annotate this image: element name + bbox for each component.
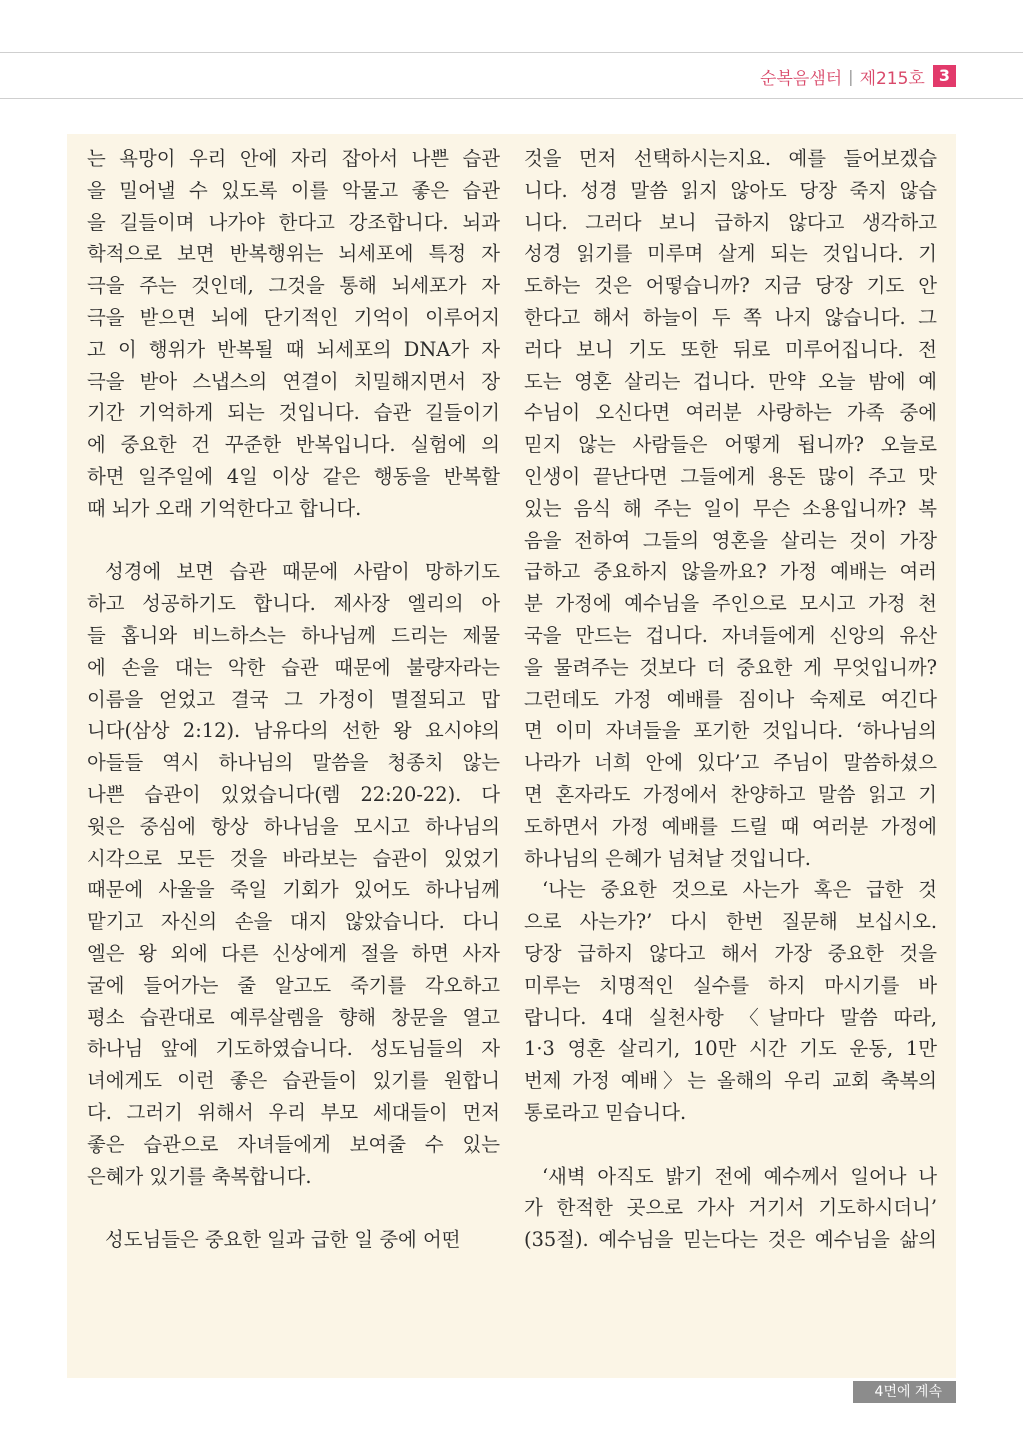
text-line: 윗은 중심에 항상 하나님을 모시고 하나님의 <box>87 814 500 838</box>
text-line: ‘나는 중요한 것으로 사는가 혹은 급한 것 <box>542 878 937 902</box>
text-line: 이름을 얻었고 결국 그 가정이 멸절되고 맙 <box>87 687 500 711</box>
text-line: 은혜가 있기를 축복합니다. <box>87 1164 312 1188</box>
text-line: 나쁜 습관이 있었습니다(렘 22:20-22). 다 <box>87 782 500 806</box>
text-line: 것을 먼저 선택하시는지요. 예를 들어보겠습 <box>524 147 937 170</box>
text-line: 니다. 그러다 보니 급하지 않다고 생각하고 <box>524 210 937 234</box>
text-line: 분 가정에 예수님을 주인으로 모시고 가정 천 <box>524 592 937 616</box>
header-rule-top <box>0 52 1023 53</box>
text-line: 학적으로 보면 반복행위는 뇌세포에 특정 자 <box>87 242 500 266</box>
text-line: 도는 영혼 살리는 겁니다. 만약 오늘 밤에 예 <box>524 369 937 393</box>
text-line: 도하는 것은 어떻습니까? 지금 당장 기도 안 <box>524 274 937 298</box>
text-line: 번제 가정 예배〉는 올해의 우리 교회 축복의 <box>524 1069 937 1093</box>
text-line: 극을 주는 것인데, 그것을 통해 뇌세포가 자 <box>87 274 500 298</box>
text-line: 성도님들은 중요한 일과 급한 일 중에 어떤 <box>105 1228 461 1252</box>
text-line: 믿지 않는 사람들은 어떻게 됩니까? 오늘로 <box>524 433 937 457</box>
text-line: 평소 습관대로 예루살렘을 향해 창문을 열고 <box>87 1005 500 1029</box>
text-line: 으로 사는가?’ 다시 한번 질문해 보십시오. <box>524 910 937 934</box>
continued-on-page-label: 4면에 계속 <box>853 1381 956 1403</box>
text-line: 기간 기억하게 되는 것입니다. 습관 길들이기 <box>87 401 500 425</box>
issue-number: 제215호 <box>859 68 925 89</box>
text-line: 시각으로 모든 것을 바라보는 습관이 있었기 <box>87 846 500 870</box>
text-line: 가 한적한 곳으로 가사 거기서 기도하시더니’ <box>524 1196 937 1220</box>
text-line: 에 손을 대는 악한 습관 때문에 불량자라는 <box>87 655 500 679</box>
text-line: 면 혼자라도 가정에서 찬양하고 말씀 읽고 기 <box>524 782 937 806</box>
text-line: 니다(삼상 2:12). 남유다의 선한 왕 요시야의 <box>87 719 500 743</box>
text-line: 아들들 역시 하나님의 말씀을 청종치 않는 <box>87 751 500 775</box>
text-line: 성경에 보면 습관 때문에 사람이 망하기도 <box>105 560 500 584</box>
text-line: 그런데도 가정 예배를 짐이나 숙제로 여긴다 <box>524 687 937 711</box>
text-line: 급하고 중요하지 않을까요? 가정 예배는 여러 <box>524 560 937 584</box>
text-line: 니다. 성경 말씀 읽지 않아도 당장 죽지 않습 <box>524 178 937 202</box>
text-line: 나라가 너희 안에 있다’고 주님이 말씀하셨으 <box>524 751 937 775</box>
publication-name: 순복음샘터 <box>760 68 843 89</box>
text-line: 음을 전하여 그들의 영혼을 살리는 것이 가장 <box>524 528 937 552</box>
text-line: 는 욕망이 우리 안에 자리 잡아서 나쁜 습관 <box>87 147 500 170</box>
paragraph <box>87 143 500 525</box>
text-line: 때 뇌가 오래 기억한다고 합니다. <box>87 496 362 520</box>
text-line: 맡기고 자신의 손을 대지 않았습니다. 다니 <box>87 910 500 934</box>
text-line: 좋은 습관으로 자녀들에게 보여줄 수 있는 <box>87 1132 500 1156</box>
text-line: 한다고 해서 하늘이 두 쪽 나지 않습니다. 그 <box>524 305 937 329</box>
page-number-badge: 3 <box>933 65 956 87</box>
text-line: 수님이 오신다면 여러분 사랑하는 가족 중에 <box>524 401 937 425</box>
text-line: (35절). 예수님을 믿는다는 것은 예수님을 삶의 <box>524 1228 937 1252</box>
header-separator: | <box>848 66 854 86</box>
text-line: 인생이 끝난다면 그들에게 용돈 많이 주고 맛 <box>524 464 937 488</box>
text-line: 러다 보니 기도 또한 뒤로 미루어집니다. 전 <box>524 337 937 361</box>
text-line: 하나님의 은혜가 넘쳐날 것입니다. <box>524 846 811 870</box>
text-line: 을 밀어낼 수 있도록 이를 악물고 좋은 습관 <box>87 178 500 202</box>
text-line: 미루는 치명적인 실수를 하지 마시기를 바 <box>524 973 937 997</box>
text-line: 하면 일주일에 4일 이상 같은 행동을 반복할 <box>87 464 500 488</box>
text-line: 도하면서 가정 예배를 드릴 때 여러분 가정에 <box>524 814 937 838</box>
header-rule-bottom <box>0 98 1023 99</box>
text-line: 에 중요한 건 꾸준한 반복입니다. 실험에 의 <box>87 433 500 457</box>
text-line: 다. 그러기 위해서 우리 부모 세대들이 먼저 <box>87 1100 500 1124</box>
text-line: 통로라고 믿습니다. <box>524 1100 687 1124</box>
text-line: 극을 받아 스냅스의 연결이 치밀해지면서 장 <box>87 369 500 393</box>
text-line: 1·3 영혼 살리기, 10만 시간 기도 운동, 1만 <box>524 1037 937 1061</box>
text-line: 하고 성공하기도 합니다. 제사장 엘리의 아 <box>87 592 500 616</box>
text-line: 하나님 앞에 기도하였습니다. 성도님들의 자 <box>87 1037 500 1061</box>
text-line: 굴에 들어가는 줄 알고도 죽기를 각오하고 <box>87 973 500 997</box>
text-line: 당장 급하지 않다고 해서 가장 중요한 것을 <box>524 941 937 965</box>
text-line: 들 홉니와 비느하스는 하나님께 드리는 제물 <box>87 623 500 647</box>
text-line: 때문에 사울을 죽일 기회가 있어도 하나님께 <box>87 878 500 902</box>
paragraph <box>524 143 937 874</box>
paragraph <box>87 1224 500 1256</box>
text-line: 녀에게도 이런 좋은 습관들이 있기를 원합니 <box>87 1069 500 1093</box>
text-line: 국을 만드는 겁니다. 자녀들에게 신앙의 유산 <box>524 623 937 647</box>
text-line: 면 이미 자녀들을 포기한 것입니다. ‘하나님의 <box>524 719 937 743</box>
article-right-column <box>524 143 937 1256</box>
text-line: 극을 받으면 뇌에 단기적인 기억이 이루어지 <box>87 305 500 329</box>
article-left-column <box>87 143 500 1256</box>
paragraph <box>524 874 937 1128</box>
text-line: 엘은 왕 외에 다른 신상에게 절을 하면 사자 <box>87 941 500 965</box>
text-line: 을 길들이며 나가야 한다고 강조합니다. 뇌과 <box>87 210 500 234</box>
text-line: 있는 음식 해 주는 일이 무슨 소용입니까? 복 <box>524 496 937 520</box>
paragraph <box>87 556 500 1192</box>
text-line: ‘새벽 아직도 밝기 전에 예수께서 일어나 나 <box>542 1164 937 1188</box>
text-line: 랍니다. 4대 실천사항 〈날마다 말씀 따라, <box>524 1005 937 1029</box>
page-header <box>760 63 956 89</box>
text-line: 성경 읽기를 미루며 살게 되는 것입니다. 기 <box>524 242 937 266</box>
text-line: 을 물려주는 것보다 더 중요한 게 무엇입니까? <box>524 655 937 679</box>
paragraph <box>524 1161 937 1256</box>
text-line: 고 이 행위가 반복될 때 뇌세포의 DNA가 자 <box>87 337 500 361</box>
